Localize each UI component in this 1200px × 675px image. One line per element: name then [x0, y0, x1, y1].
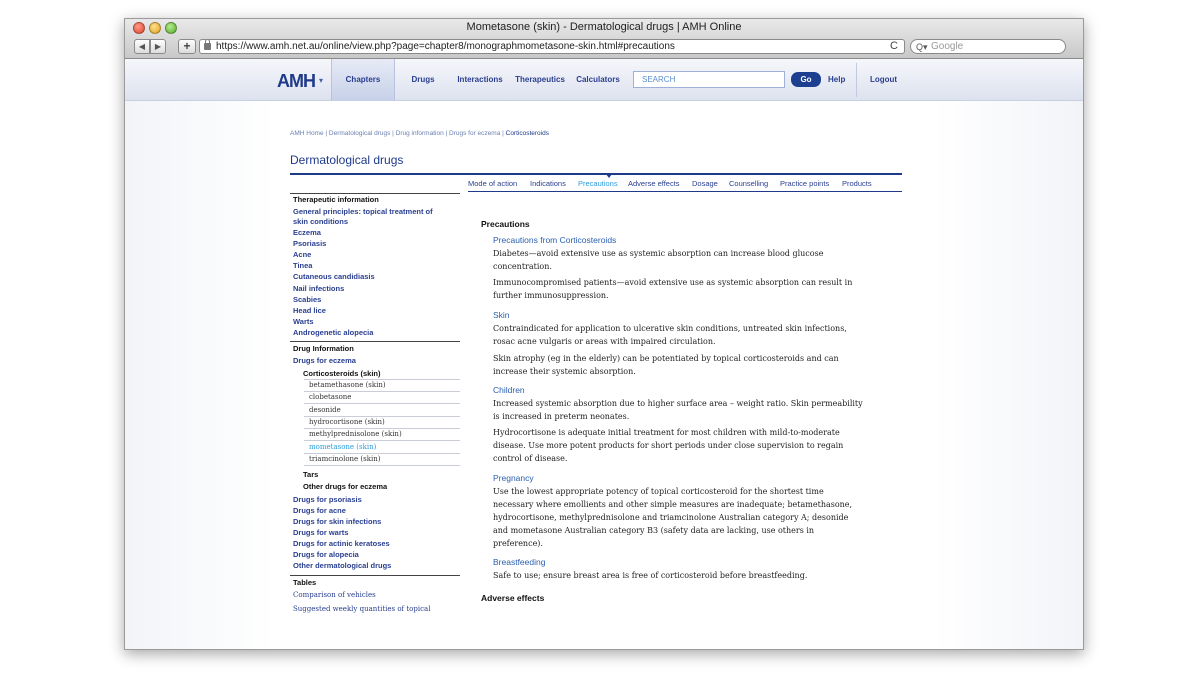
sidebar-drug-item[interactable]: hydrocortisone (skin): [309, 418, 385, 426]
breadcrumb-separator: |: [323, 130, 329, 137]
sidebar-link[interactable]: Other dermatological drugs: [293, 561, 392, 570]
sidebar-table-link[interactable]: Comparison of vehicles: [293, 591, 376, 599]
active-tab-indicator: [606, 174, 612, 178]
sidebar-link-drugs-for-eczema[interactable]: Drugs for eczema: [293, 356, 356, 365]
paragraph: Use the lowest appropriate potency of topical corticosteroid for the shortest time necessary where emollients and other simple measures are inadequate; betamethasone, hydrocortisone, methylprednisolone and triamcinolone Australian category A; desonide and mometasone Australian category B3 (safety data are lacking, use others in preference).: [493, 487, 853, 548]
row-divider: [304, 403, 460, 404]
paragraph: Skin atrophy (eg in the elderly) can be potentiated by topical corticosteroids and can increase their systemic absorption.: [493, 354, 839, 376]
breadcrumb-current: Corticosteroids: [505, 130, 549, 137]
sidebar-link[interactable]: Drugs for warts: [293, 528, 349, 537]
subsection-title: Pregnancy: [493, 473, 534, 483]
nav-divider: [856, 63, 857, 97]
sidebar-link[interactable]: Scabies: [293, 295, 322, 304]
breadcrumb-separator: |: [390, 130, 396, 137]
nav-tab-interactions[interactable]: Interactions: [457, 75, 503, 84]
nav-tab-therapeutics[interactable]: Therapeutics: [515, 75, 565, 84]
tab-counselling[interactable]: Counselling: [729, 179, 769, 188]
tab-dosage[interactable]: Dosage: [692, 179, 718, 188]
subsection-title: Precautions from Corticosteroids: [493, 235, 617, 245]
sidebar-item-tars[interactable]: Tars: [303, 470, 319, 479]
sidebar-item-other-eczema[interactable]: Other drugs for eczema: [303, 482, 388, 491]
row-divider: [304, 453, 460, 454]
sidebar-heading-drug-information: Drug Information: [293, 344, 354, 353]
breadcrumb-separator: |: [500, 130, 506, 137]
search-placeholder: Google: [931, 41, 964, 52]
window-title: Mometasone (skin) - Dermatological drugs | AMH Online: [466, 21, 742, 33]
breadcrumb-item[interactable]: Drug information: [395, 130, 444, 137]
sidebar-link[interactable]: Acne: [293, 250, 312, 259]
lock-icon: [204, 43, 211, 50]
forward-arrow-icon: ▶: [154, 42, 162, 51]
sidebar-link[interactable]: Drugs for skin infections: [293, 517, 382, 526]
tab-precautions[interactable]: Precautions: [578, 179, 618, 188]
sidebar-table-link[interactable]: Suggested weekly quantities of topical: [293, 605, 431, 613]
sidebar-link[interactable]: Cutaneous candidiasis: [293, 272, 375, 281]
sidebar-drug-item[interactable]: clobetasone: [309, 393, 352, 401]
tab-indications[interactable]: Indications: [530, 179, 566, 188]
sidebar-heading-therapeutic: Therapeutic information: [293, 195, 379, 204]
sidebar-drug-item[interactable]: methylprednisolone (skin): [309, 430, 402, 438]
address-bar[interactable]: [199, 39, 905, 54]
help-link[interactable]: Help: [828, 75, 846, 84]
logout-link[interactable]: Logout: [870, 75, 898, 84]
subsection-title: Children: [493, 385, 525, 395]
row-divider: [304, 440, 460, 441]
breadcrumb: [290, 130, 549, 137]
go-button[interactable]: Go: [791, 72, 821, 87]
sidebar-link[interactable]: Drugs for psoriasis: [293, 495, 362, 504]
sidebar-drug-item[interactable]: triamcinolone (skin): [309, 455, 381, 463]
tab-mode-of-action[interactable]: Mode of action: [468, 179, 518, 188]
tab-products[interactable]: Products: [842, 179, 872, 188]
sidebar-link[interactable]: Head lice: [293, 306, 326, 315]
paragraph: Hydrocortisone is adequate initial treatment for most children with mild-to-moderate disease. Use more potent products for short periods under close supervision to regain control of disease.: [493, 428, 844, 463]
back-button[interactable]: [134, 39, 150, 54]
forward-button[interactable]: [150, 39, 166, 54]
nav-tab-chapters[interactable]: Chapters: [331, 59, 395, 101]
sidebar-link[interactable]: Warts: [293, 317, 314, 326]
site-search-input[interactable]: SEARCH: [633, 71, 785, 88]
sidebar-link[interactable]: Nail infections: [293, 284, 345, 293]
breadcrumb-item[interactable]: AMH Home: [290, 130, 324, 137]
content-heading: Precautions: [481, 219, 530, 229]
search-icon: Q▾: [916, 42, 928, 52]
site-navigation: [125, 59, 1083, 101]
chevron-down-icon[interactable]: ▾: [319, 76, 324, 85]
sidebar-link[interactable]: General principles: topical treatment of: [293, 207, 433, 216]
row-divider: [304, 465, 460, 466]
breadcrumb-item[interactable]: Drugs for eczema: [449, 130, 501, 137]
browser-chrome: [125, 19, 1083, 59]
sidebar-link[interactable]: Eczema: [293, 228, 321, 237]
sidebar-divider: [290, 575, 460, 576]
sidebar-link[interactable]: Tinea: [293, 261, 313, 270]
browser-search-field[interactable]: [910, 39, 1066, 54]
plus-icon: +: [183, 39, 191, 53]
next-section-heading: Adverse effects: [481, 593, 545, 603]
nav-tab-drugs[interactable]: Drugs: [411, 75, 435, 84]
paragraph: Diabetes—avoid extensive use as systemic absorption can increase blood glucose concentration.: [493, 249, 824, 271]
sidebar-drug-item[interactable]: betamethasone (skin): [309, 381, 386, 389]
breadcrumb-item[interactable]: Dermatological drugs: [328, 130, 391, 137]
sidebar-drug-item-active[interactable]: mometasone (skin): [309, 443, 377, 451]
tab-adverse-effects[interactable]: Adverse effects: [628, 179, 680, 188]
row-divider: [304, 391, 460, 392]
amh-logo[interactable]: AMH: [277, 71, 315, 91]
nav-tab-calculators[interactable]: Calculators: [576, 75, 620, 84]
sidebar-link[interactable]: Drugs for alopecia: [293, 550, 359, 559]
row-divider: [304, 379, 460, 380]
web-page: [125, 59, 1083, 650]
sidebar-link[interactable]: Androgenetic alopecia: [293, 328, 374, 337]
sidebar-link[interactable]: Drugs for actinic keratoses: [293, 539, 390, 548]
breadcrumb-separator: |: [443, 130, 450, 137]
sidebar-link[interactable]: Psoriasis: [293, 239, 327, 248]
sidebar-divider: [290, 193, 460, 194]
sidebar-heading-tables: Tables: [293, 578, 317, 587]
title-divider: [290, 173, 902, 175]
url-text: https://www.amh.net.au/online/view.php?page=chapter8/monographmometasone-skin.html#precautions: [216, 41, 675, 52]
monograph-tabs: [468, 176, 902, 192]
browser-window: [124, 18, 1084, 650]
subsection-title: Skin: [493, 310, 510, 320]
row-divider: [304, 428, 460, 429]
paragraph: Immunocompromised patients—avoid extensive use as systemic absorption can result in further immunosuppression.: [493, 278, 853, 300]
paragraph: Increased systemic absorption due to higher surface area – weight ratio. Skin permeability is increased in preterm neonates.: [493, 399, 863, 421]
page-title: Dermatological drugs: [290, 153, 404, 167]
subsection-title: Breastfeeding: [493, 557, 546, 567]
sidebar-divider: [290, 341, 460, 342]
add-bookmark-button[interactable]: [178, 39, 196, 54]
sidebar-drug-item[interactable]: desonide: [309, 406, 341, 414]
paragraph: Safe to use; ensure breast area is free of corticosteroid before breastfeeding.: [493, 571, 808, 580]
sidebar-link[interactable]: Drugs for acne: [293, 506, 346, 515]
reload-icon[interactable]: C: [890, 40, 898, 52]
sidebar-item-corticosteroids[interactable]: Corticosteroids (skin): [303, 369, 381, 378]
tab-practice-points[interactable]: Practice points: [780, 179, 830, 188]
back-arrow-icon: ◀: [138, 42, 146, 51]
paragraph: Contraindicated for application to ulcerative skin conditions, untreated skin infections, rosac acne vulgaris or areas with impaired circulation.: [493, 324, 847, 346]
sidebar-link[interactable]: skin conditions: [293, 217, 349, 226]
row-divider: [304, 416, 460, 417]
